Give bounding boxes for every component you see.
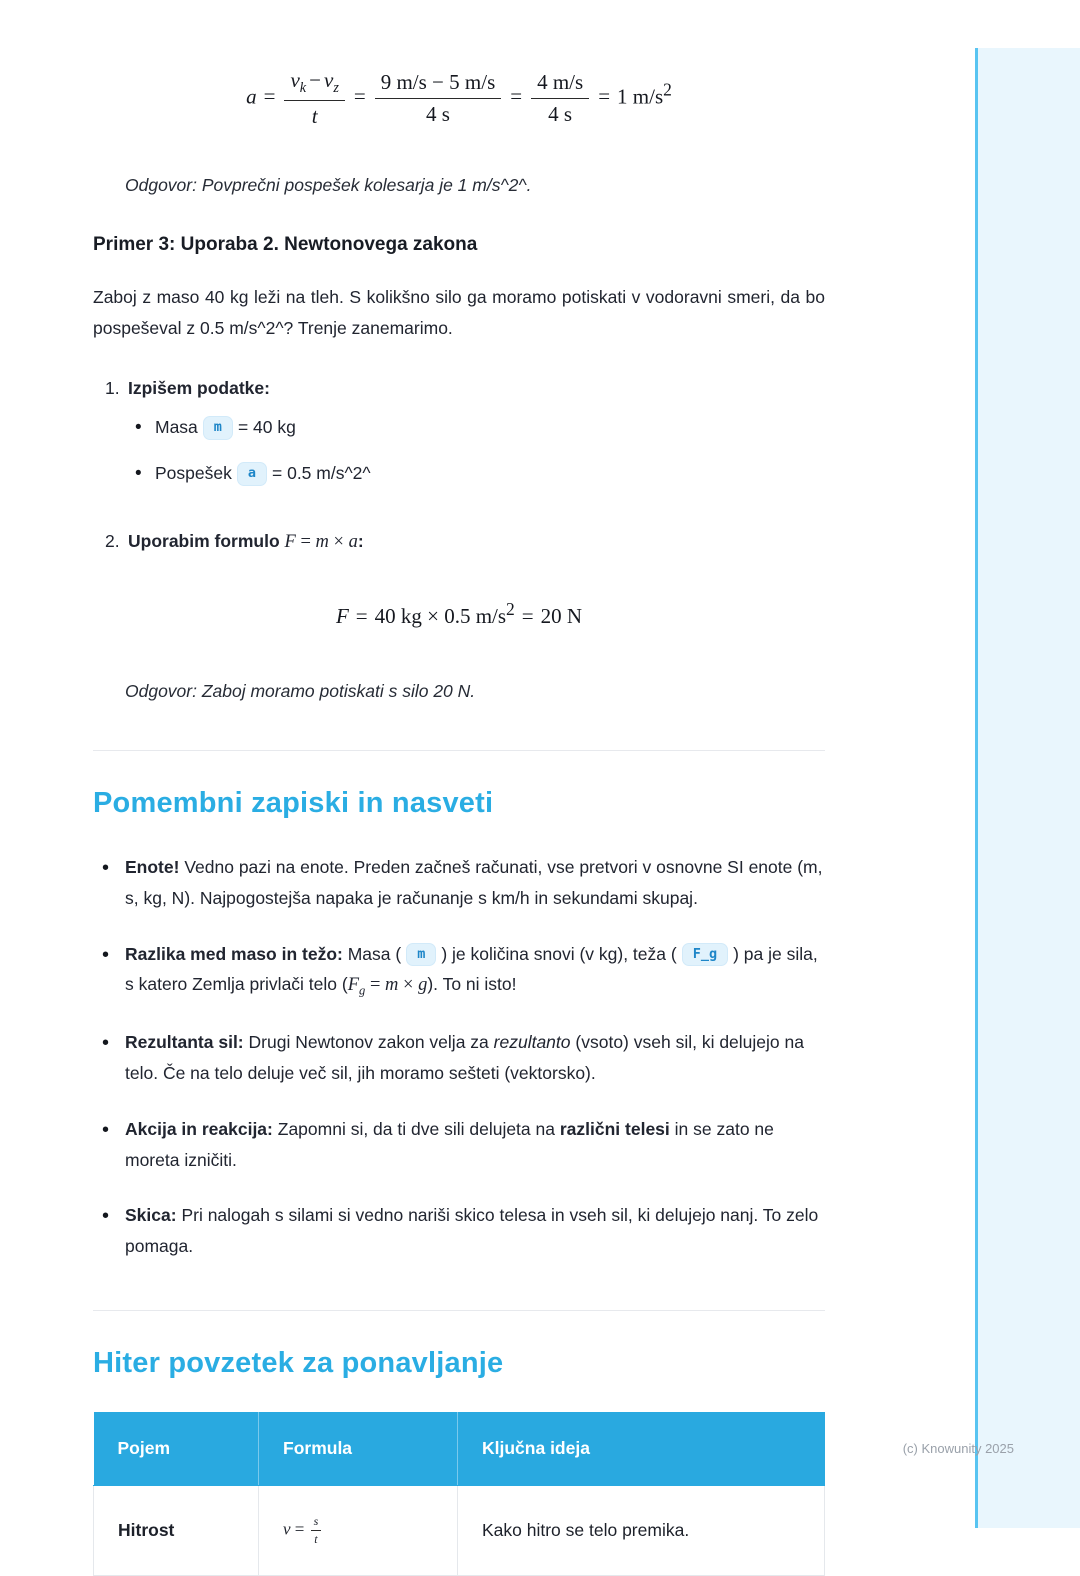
formula-acceleration	[93, 0, 825, 129]
math-token: v	[283, 1519, 291, 1539]
column-header-formula: Formula	[259, 1412, 458, 1486]
math-token: 1 m/s	[617, 84, 664, 109]
note-text: in se zato ne moreta izničiti.	[125, 1118, 774, 1170]
formula-force	[93, 599, 825, 629]
item-text: = 40 kg	[237, 417, 296, 438]
fraction-denominator	[284, 101, 344, 129]
math-token: g	[418, 975, 428, 996]
note-text: Pri nalogah s silami si vedno nariši skico telesa in vseh sil, ki delujejo nanj. To zelo pomaga.	[125, 1205, 819, 1257]
note-text: ) pa je sila, s katero Zemlja privlači telo (	[125, 943, 818, 995]
fraction-numerator: 9 m/s − 5 m/s	[375, 70, 502, 99]
data-list	[133, 413, 825, 489]
math-token: =	[355, 603, 368, 628]
inline-formula	[347, 975, 428, 999]
math-token: m	[315, 531, 329, 552]
note-text: Vedno pazi na enote. Preden začneš računati, vse pretvori v osnovne SI enote (m, s, kg, N). Najpogostejša napaka je računanje s km/h in sekundami skupaj.	[125, 856, 823, 908]
math-token: =	[294, 1519, 305, 1539]
note-item	[93, 1200, 825, 1262]
section-heading-summary: Hiter povzetek za ponavljanje	[93, 1346, 504, 1379]
document-content	[93, 0, 825, 1576]
math-token: =	[510, 84, 523, 109]
step-2	[105, 531, 825, 553]
math-token: =	[369, 975, 381, 996]
item-text: Pospešek	[155, 463, 232, 484]
fraction-numerator	[284, 68, 344, 101]
step-number: 2.	[105, 530, 120, 551]
table-row	[94, 1485, 825, 1575]
divider	[93, 750, 825, 751]
list-item	[133, 413, 825, 443]
answer-text: Odgovor: Povprečni pospešek kolesarja je 1 m/s^2^.	[125, 175, 532, 196]
fraction	[531, 70, 589, 127]
list-item	[133, 459, 825, 489]
note-text: Zapomni si, da ti dve sili delujeta na	[277, 1118, 555, 1139]
answer-text: Odgovor: Zaboj moramo potiskati s silo 20 N.	[125, 680, 476, 701]
math-subscript: g	[359, 984, 366, 999]
inline-formula	[285, 532, 358, 552]
note-lead: Enote!	[125, 856, 180, 877]
note-lead: Rezultanta sil:	[125, 1032, 244, 1053]
math-token: a	[246, 84, 257, 109]
math-token: ×	[333, 531, 344, 552]
steps-list	[105, 378, 825, 553]
table-header-row	[94, 1412, 825, 1486]
divider	[93, 1310, 825, 1311]
note-text: Drugi Newtonov zakon velja za	[248, 1032, 489, 1053]
code-badge: m	[203, 416, 233, 440]
watermark: (c) Knowunity 2025	[902, 1441, 1014, 1456]
math-token: 40 kg × 0.5 m/s	[374, 603, 507, 628]
fraction	[375, 70, 502, 127]
note-lead: Skica:	[125, 1205, 177, 1226]
cell-formula	[259, 1485, 458, 1575]
column-header-pojem: Pojem	[94, 1412, 259, 1486]
math-token: 20 N	[540, 603, 583, 628]
code-badge: a	[237, 462, 267, 486]
note-text: ) je količina snovi (v kg), teža (	[441, 943, 677, 964]
notes-list	[93, 852, 825, 1262]
math-token: ×	[403, 975, 414, 996]
column-header-ideja: Ključna ideja	[458, 1412, 825, 1486]
fraction-denominator: t	[314, 1531, 318, 1546]
summary-table-body	[94, 1485, 825, 1575]
note-item	[93, 939, 825, 1003]
section-heading-notes: Pomembni zapiski in nasveti	[93, 786, 494, 819]
math-token: =	[598, 84, 611, 109]
fraction-numerator: 4 m/s	[531, 70, 589, 99]
step-label: Izpišem podatke:	[128, 378, 270, 399]
math-token: v	[323, 68, 334, 92]
math-token: F	[347, 975, 360, 996]
note-lead: Akcija in reakcija:	[125, 1118, 273, 1139]
summary-table-head	[94, 1412, 825, 1486]
math-subscript: z	[333, 80, 339, 97]
item-text: = 0.5 m/s^2^	[272, 463, 371, 484]
fraction	[284, 68, 344, 129]
math-token: =	[300, 531, 311, 552]
fraction-numerator: s	[311, 1514, 322, 1531]
step-1	[105, 378, 825, 489]
math-token: m	[385, 975, 399, 996]
summary-table	[93, 1412, 825, 1576]
math-token: =	[263, 84, 276, 109]
step-colon: :	[357, 530, 364, 551]
fraction-denominator: 4 s	[548, 102, 573, 127]
math-token: =	[353, 84, 366, 109]
code-badge: m	[406, 943, 436, 967]
note-bold: različni telesi	[559, 1118, 670, 1139]
cell-ideja: Kako hitro se telo premika.	[458, 1485, 825, 1575]
example-paragraph: Zaboj z maso 40 kg leži na tleh. S kolikšno silo ga moramo potiskati v vodoravni smeri, da bo pospeševal z 0.5 m/s^2^? Trenje zanemarimo.	[93, 287, 825, 339]
fraction	[311, 1514, 322, 1547]
math-subscript: k	[299, 80, 307, 97]
math-token: −	[309, 68, 321, 92]
note-item	[93, 1114, 825, 1176]
fraction-denominator: 4 s	[426, 102, 450, 127]
item-text: Masa	[155, 417, 198, 438]
math-token: a	[348, 531, 358, 552]
math-token: F	[284, 531, 296, 552]
math-superscript: 2	[506, 598, 515, 619]
code-badge: F_g	[682, 943, 728, 967]
math-token: t	[311, 104, 318, 129]
note-text: Masa (	[347, 943, 402, 964]
example-heading: Primer 3: Uporaba 2. Newtonovega zakona	[93, 234, 478, 256]
step-number: 1.	[105, 378, 120, 399]
math-superscript: 2	[663, 79, 672, 100]
page-edge-stripe	[975, 48, 1080, 1528]
note-item	[93, 1027, 825, 1089]
cell-pojem: Hitrost	[94, 1485, 259, 1575]
note-text: ). To ni isto!	[427, 974, 517, 995]
note-lead: Razlika med maso in težo:	[125, 943, 343, 964]
math-token: =	[521, 603, 534, 628]
step-label: Uporabim formulo	[128, 530, 280, 551]
note-item	[93, 852, 825, 914]
note-text: (vsoto) vseh sil, ki delujejo na telo. Če na telo deluje več sil, jih moramo sešteti (vektorsko).	[125, 1032, 804, 1083]
math-token: F	[335, 603, 349, 628]
note-italic: rezultanto	[493, 1032, 571, 1053]
math-token: v	[290, 68, 300, 92]
